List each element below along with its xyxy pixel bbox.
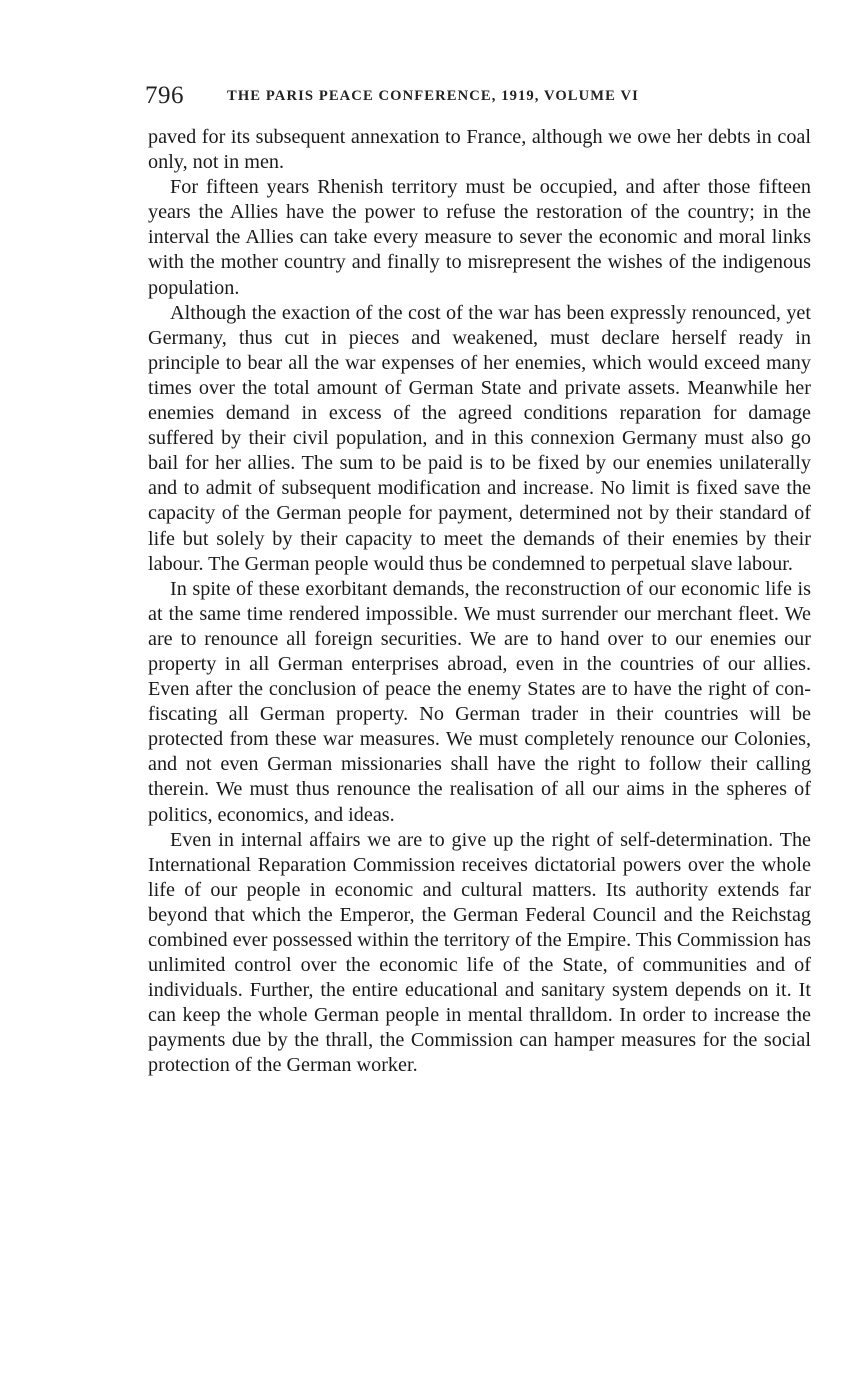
running-head <box>145 82 815 112</box>
page-number: 796 <box>145 82 184 109</box>
paragraph-internal-affairs: Even in internal affairs we are to give up the right of self-determination. The International Reparation Commission receives dictatorial powers over the whole life of our people in economic and cultural matters. Its authority extends far beyond that which the Emperor, the German Federal Council and the Reichstag combined ever possessed within the territory of the Empire. This Commission has unlimited control over the economic life of the State, of communities and of individuals. Further, the entire educational and sanitary system depends on it. It can keep the whole German people in mental thralldom. In order to increase the payments due by the thrall, the Commission can hamper measures for the social protection of the German worker. <box>148 828 811 1077</box>
paragraph-war-costs: Although the exaction of the cost of the war has been expressly renounced, yet Germany, thus cut in pieces and weakened, must declare herself ready in principle to bear all the war expenses of her enemies, which would exceed many times over the total amount of German State and private assets. Meanwhile her enemies demand in excess of the agreed conditions reparation for damage suffered by their civil population, and in this connexion Germany must also go bail for her allies. The sum to be paid is to be fixed by our enemies unilaterally and to admit of subsequent modification and increase. No limit is fixed save the capacity of the German people for payment, determined not by their standard of life but solely by their capacity to meet the demands of their enemies by their labour. The German people would thus be condemned to perpetual slave labour. <box>148 301 811 575</box>
body-text <box>148 125 811 1079</box>
paragraph-continuation: paved for its subsequent annexation to France, although we owe her debts in coal only, not in men. <box>148 126 811 174</box>
paragraph-rhenish-occupation: For fifteen years Rhenish territory must be occupied, and after those fifteen years the Allies have the power to refuse the restoration of the country; in the interval the Allies can take every measure to sever the economic and moral links with the mother country and finally to misrepresent the wishes of the indigenous population. <box>148 176 811 299</box>
running-title: THE PARIS PEACE CONFERENCE, 1919, VOLUME VI <box>227 88 639 104</box>
paragraph-economic-life: In spite of these exorbitant demands, the reconstruction of our economic life is at the same time rendered impossible. We must surrender our merchant fleet. We are to renounce all foreign securities. We are to hand over to our enemies our property in all German enterprises abroad, even in the countries of our allies. Even after the conclusion of peace the enemy States are to have the right of confiscating all German property. No German trader in their countries will be protected from these war measures. We must completely renounce our Colonies, and not even German missionaries shall have the right to follow their calling therein. We must thus renounce the realisation of all our aims in the spheres of politics, economics, and ideas. <box>148 577 811 826</box>
